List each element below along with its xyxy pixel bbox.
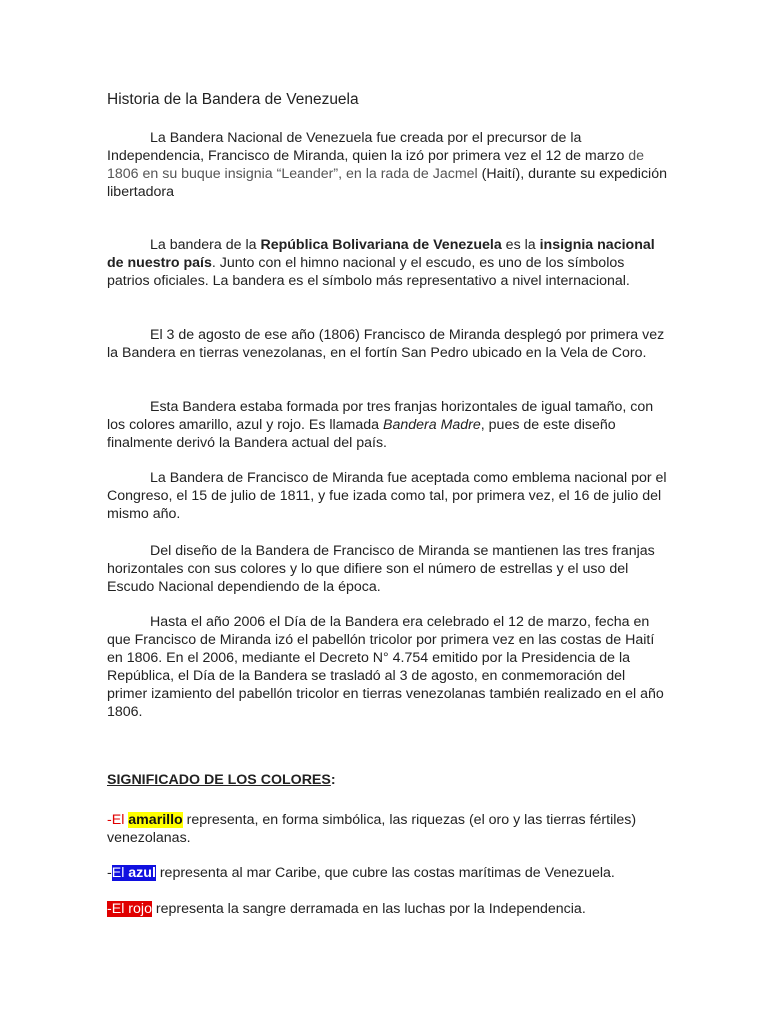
bandera-madre-italic: Bandera Madre [382,417,481,433]
paragraph-7-text: Hasta el año 2006 el Día de la Bandera era celebrado el 12 de marzo, fecha en que Francisco de Miranda izó el pabellón tricolor por primera vez en las costas de Haití en 1806. En el 2006, mediante el Decreto N° 4.754 emitido por la Presidencia de la República, el Día de la Bandera se trasladó al 3 de agosto, en conmemoración del primer izamiento del pabellón tricolor en tierras venezolanas también realizado en el año 1806. [107,614,664,720]
color-item-yellow-dash: - [107,812,112,828]
highlight-amarillo: amarillo [128,812,183,828]
paragraph-1-part-a: La Bandera Nacional de Venezuela fue creada por el precursor de la Independencia, Francisco de Miranda, quien la izó por primera vez el 12 de marzo [107,130,629,164]
color-item-blue [107,864,667,882]
paragraph-5 [107,469,667,523]
document-title: Historia de la Bandera de Venezuela [107,91,359,108]
national-insignia-bold: insignia nacional de nuestro país [107,237,655,271]
paragraph-3 [107,326,667,362]
paragraph-6-text: Del diseño de la Bandera de Francisco de Miranda se mantienen las tres franjas horizontales con sus colores y lo que difiere son el número de estrellas y el uso del Escudo Nacional dependiendo de la época. [107,543,655,595]
paragraph-5-text: La Bandera de Francisco de Miranda fue aceptada como emblema nacional por el Congreso, el 15 de julio de 1811, y fue izada como tal, por primera vez, el 16 de julio del mismo año. [107,470,667,522]
paragraph-2 [107,236,667,290]
paragraph-2-part-a: La bandera de la [150,237,261,253]
color-item-red [107,900,667,918]
paragraph-1 [107,129,667,201]
paragraph-3-text: El 3 de agosto de ese año (1806) Francisco de Miranda desplegó por primera vez la Bandera en tierras venezolanas, en el fortín San Pedro ubicado en la Vela de Coro. [107,327,665,361]
colors-section-heading-colon: : [330,772,336,788]
paragraph-1-part-c: (Haití), durante su expedición libertadora [107,166,667,200]
paragraph-6 [107,542,667,596]
paragraph-1-part-b: de 1806 en su buque insignia “Leander”, en la rada de Jacmel [107,148,645,182]
paragraph-2-part-e: . Junto con el himno nacional y el escudo, es uno de los símbolos patrios oficiales. La bandera es el símbolo más representativo a nivel internacional. [107,255,630,289]
paragraph-7 [107,613,667,721]
color-item-blue-text: representa al mar Caribe, que cubre las costas marítimas de Venezuela. [155,865,615,881]
republic-name-bold: República Bolivariana de Venezuela [260,237,502,253]
color-item-yellow-text: representa, en forma simbólica, las riquezas (el oro y las tierras fértiles) venezolanas. [107,812,637,846]
color-item-red-text: representa la sangre derramada en las luchas por la Independencia. [151,901,586,917]
color-item-yellow [107,811,667,847]
color-item-red-dash: - [107,901,112,917]
paragraph-4 [107,398,667,452]
highlight-azul: azul [128,865,156,881]
color-item-blue-dash: - [107,865,112,881]
colors-section-heading [107,772,336,788]
color-item-blue-el: El [111,865,129,881]
paragraph-4-part-a: Esta Bandera estaba formada por tres franjas horizontales de igual tamaño, con los colores amarillo, azul y rojo. Es llamada [107,399,654,433]
paragraph-2-part-c: es la [501,237,540,253]
color-item-red-el: El [111,901,129,917]
paragraph-4-part-c: , pues de este diseño finalmente derivó la Bandera actual del país. [107,417,616,451]
color-item-yellow-el: El [111,812,129,828]
highlight-rojo: rojo [128,901,152,917]
colors-section-heading-text: SIGNIFICADO DE LOS COLORES [107,772,331,788]
